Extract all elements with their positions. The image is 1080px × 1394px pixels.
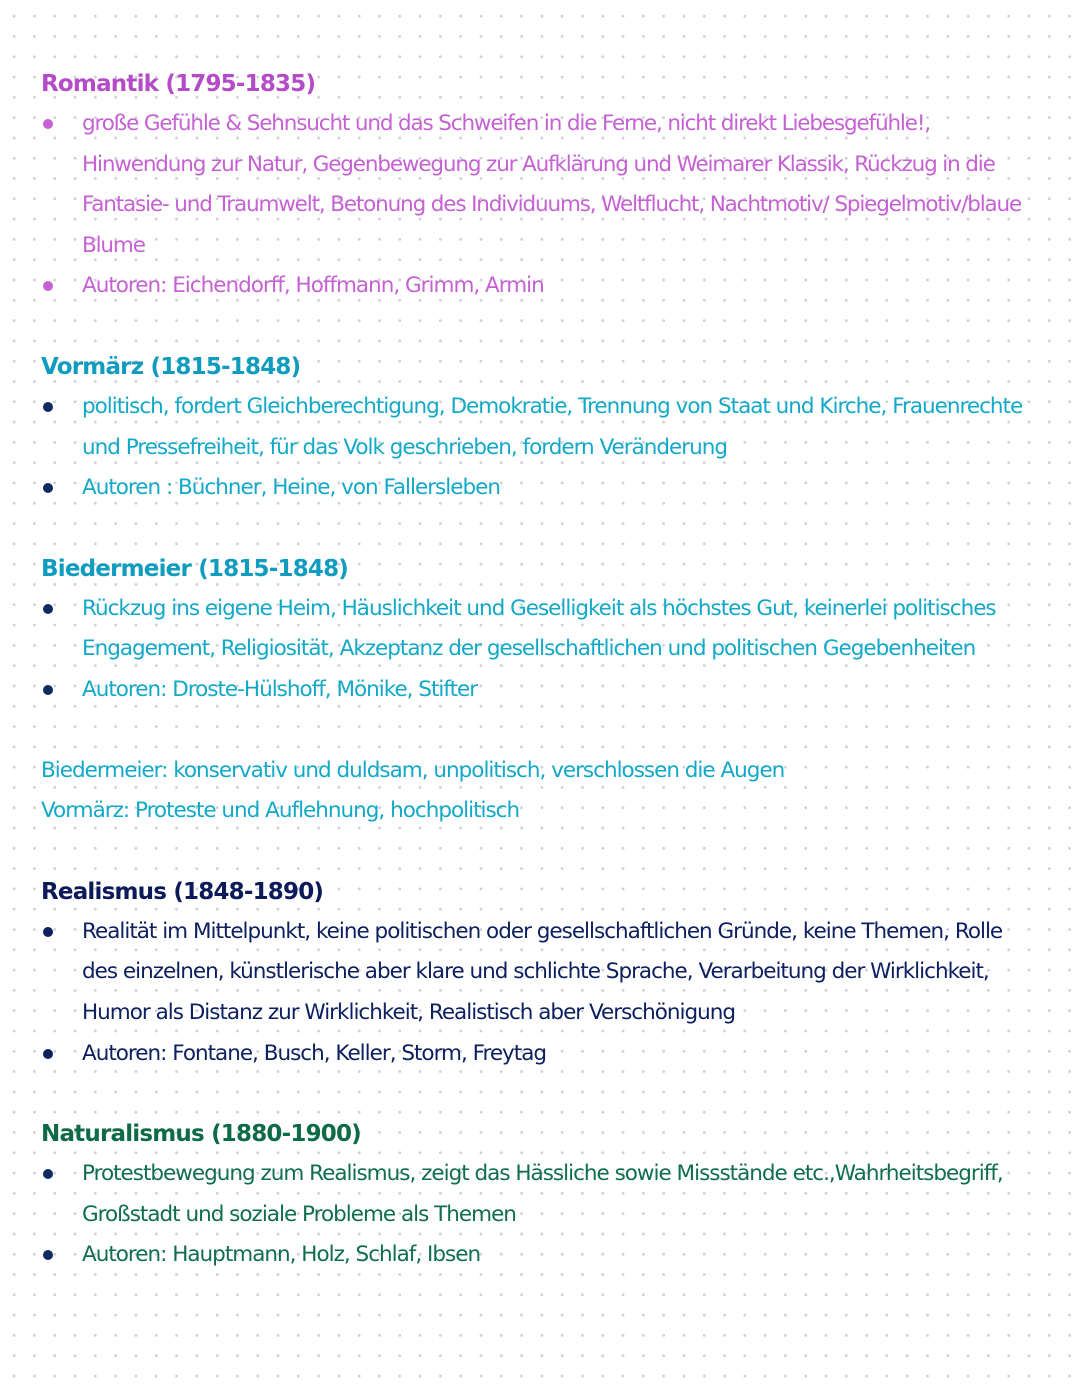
bullet-item bbox=[41, 1154, 1040, 1235]
bullet-item bbox=[41, 1235, 1040, 1276]
bullet-text: große Gefühle & Sehnsucht und das Schweifen in die Ferne, nicht direkt Liebesgefühle!, Hinwendung zur Natur, Gegenbewegung zur Aufklärung und Weimarer Klassik, Rückzug in die Fantasie- und Traumwelt, Betonung des Individuums, Weltflucht, Nachtmotiv/ Spiegelmotiv/blaue Blume bbox=[82, 111, 1022, 258]
bullet-dot-icon bbox=[43, 604, 53, 614]
bullet-list-vormaerz bbox=[41, 387, 1040, 509]
bullet-text: Autoren: Eichendorff, Hoffmann, Grimm, Armin bbox=[82, 273, 544, 299]
section-naturalismus bbox=[41, 1114, 1040, 1276]
bullet-item bbox=[41, 912, 1040, 1034]
section-realismus bbox=[41, 872, 1040, 1074]
section-heading-romantik: Romantik (1795-1835) bbox=[41, 71, 316, 97]
comparison-vormaerz: Vormärz: Proteste und Auflehnung, hochpolitisch bbox=[41, 798, 520, 824]
bullet-item bbox=[41, 387, 1040, 468]
comparison-note bbox=[41, 751, 1040, 832]
bullet-item bbox=[41, 589, 1040, 670]
bullet-dot-icon bbox=[43, 1250, 53, 1260]
bullet-item bbox=[41, 266, 1040, 307]
section-heading-biedermeier: Biedermeier (1815-1848) bbox=[41, 555, 349, 582]
comparison-biedermeier: Biedermeier: konservativ und duldsam, unpolitisch, verschlossen die Augen bbox=[41, 757, 785, 783]
bullet-dot-icon bbox=[43, 483, 53, 493]
bullet-list-biedermeier bbox=[41, 589, 1040, 711]
section-heading-naturalismus: Naturalismus (1880-1900) bbox=[41, 1121, 361, 1148]
bullet-item bbox=[41, 104, 1040, 266]
bullet-dot-icon bbox=[43, 1169, 53, 1179]
section-heading-realismus: Realismus (1848-1890) bbox=[41, 878, 324, 905]
bullet-text: Autoren: Droste-Hülshoff, Mönike, Stifter bbox=[82, 676, 478, 702]
section-heading-vormaerz: Vormärz (1815-1848) bbox=[41, 353, 301, 380]
bullet-list-romantik bbox=[41, 104, 1040, 307]
bullet-text: Protestbewegung zum Realismus, zeigt das Hässliche sowie Missstände etc.,Wahrheitsbegriff, Großstadt und soziale Probleme als Themen bbox=[82, 1161, 1003, 1227]
bullet-item bbox=[41, 1034, 1040, 1075]
bullet-dot-icon bbox=[43, 402, 53, 412]
bullet-text: Autoren: Fontane, Busch, Keller, Storm, Freytag bbox=[82, 1040, 547, 1066]
bullet-item bbox=[41, 670, 1040, 711]
bullet-item bbox=[41, 468, 1040, 509]
section-vormaerz bbox=[41, 347, 1040, 509]
bullet-text: Autoren : Büchner, Heine, von Fallersleben bbox=[82, 475, 500, 501]
bullet-dot-icon bbox=[43, 1049, 53, 1059]
bullet-text: politisch, fordert Gleichberechtigung, Demokratie, Trennung von Staat und Kirche, Frauenrechte und Pressefreiheit, für das Volk geschrieben, fordern Veränderung bbox=[82, 393, 1023, 460]
bullet-dot-icon bbox=[43, 927, 53, 937]
bullet-dot-icon bbox=[43, 685, 53, 695]
section-biedermeier bbox=[41, 549, 1040, 711]
bullet-dot-icon bbox=[43, 119, 53, 129]
bullet-dot-icon bbox=[43, 281, 53, 291]
bullet-text: Autoren: Hauptmann, Holz, Schlaf, Ibsen bbox=[82, 1242, 481, 1268]
bullet-text: Realität im Mittelpunkt, keine politischen oder gesellschaftlichen Gründe, keine Themen, Rolle des einzelnen, künstlerische aber klare und schlichte Sprache, Verarbeitung der Wirklichkeit, Humor als Distanz zur Wirklichkeit, Realistisch aber Verschönigung bbox=[82, 918, 1003, 1025]
bullet-text: Rückzug ins eigene Heim, Häuslichkeit und Geselligkeit als höchstes Gut, keinerlei politisches Engagement, Religiosität, Akzeptanz der gesellschaftlichen und politischen Gegebenheiten bbox=[82, 595, 996, 662]
bullet-list-realismus bbox=[41, 912, 1040, 1074]
bullet-list-naturalismus bbox=[41, 1154, 1040, 1276]
section-romantik bbox=[41, 64, 1040, 307]
